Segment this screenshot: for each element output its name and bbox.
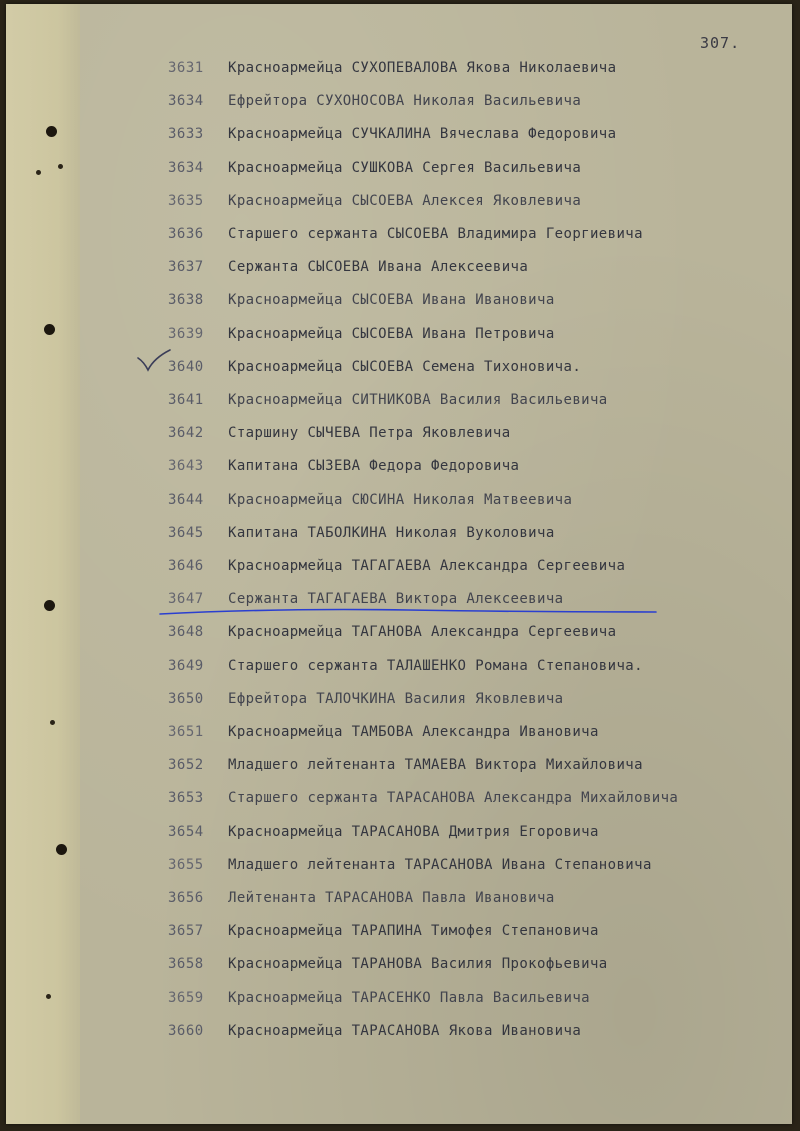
entry-number: 3634 <box>168 93 204 110</box>
list-item <box>6 716 792 748</box>
entry-text: Красноармейца СЫСОЕВА Ивана Петровича <box>228 325 555 342</box>
entry-text: Капитана ТАБОЛКИНА Николая Вуколовича <box>228 524 555 541</box>
entry-text: Старшего сержанта СЫСОЕВА Владимира Георгиевича <box>228 226 643 242</box>
entry-number: 3635 <box>168 192 204 209</box>
entry-text: Красноармейца СУЧКАЛИНА Вячеслава Федоровича <box>228 126 617 143</box>
list-item <box>6 185 792 217</box>
entry-text: Красноармейца ТАРАСАНОВА Дмитрия Егоровича <box>228 823 599 840</box>
entry-number: 3657 <box>168 923 204 940</box>
entry-text: Сержанта ТАГАГАЕВА Виктора Алексеевича <box>228 591 564 608</box>
entry-number: 3659 <box>168 989 204 1006</box>
entry-text: Красноармейца ТАРАНОВА Василия Прокофьевича <box>228 956 608 973</box>
check-mark-icon <box>136 348 172 374</box>
entry-number: 3633 <box>168 126 204 143</box>
entry-number: 3648 <box>168 624 204 641</box>
entry-number: 3649 <box>168 657 204 674</box>
list-item <box>6 318 792 350</box>
entry-text: Красноармейца ТАРАСЕНКО Павла Васильевича <box>228 989 590 1006</box>
entry-text: Красноармейца СЫСОЕВА Алексея Яковлевича <box>228 192 582 209</box>
list-item <box>6 284 792 316</box>
entry-number: 3640 <box>168 358 204 375</box>
entry-text: Капитана СЫЗЕВА Федора Федоровича <box>228 458 520 475</box>
list-item <box>6 1015 792 1047</box>
list-item <box>6 52 792 84</box>
list-item <box>6 882 792 914</box>
list-item <box>6 948 792 980</box>
entry-text: Красноармейца ТАГАНОВА Александра Сергеевича <box>228 624 617 641</box>
entry-number: 3634 <box>168 159 204 176</box>
entry-text: Ефрейтора СУХОНОСОВА Николая Васильевича <box>228 93 582 110</box>
entry-number: 3658 <box>168 956 204 973</box>
entry-number: 3636 <box>168 226 204 242</box>
entry-number: 3652 <box>168 757 204 774</box>
list-item <box>6 816 792 848</box>
entry-number: 3651 <box>168 724 204 740</box>
entry-text: Красноармейца СУХОПЕВАЛОВА Якова Николаевича <box>228 60 617 76</box>
list-item <box>6 517 792 549</box>
entry-text: Красноармейца ТАГАГАЕВА Александра Сергеевича <box>228 558 626 574</box>
entry-number: 3638 <box>168 292 204 309</box>
entry-text: Лейтенанта ТАРАСАНОВА Павла Ивановича <box>228 890 555 906</box>
entry-number: 3643 <box>168 458 204 475</box>
list-item <box>6 85 792 117</box>
list-item <box>6 251 792 283</box>
entry-number: 3645 <box>168 524 204 541</box>
list-item <box>6 218 792 250</box>
entry-text: Красноармейца СЫСОЕВА Семена Тихоновича. <box>228 358 582 375</box>
entry-text: Красноармейца СЫСОЕВА Ивана Ивановича <box>228 292 555 309</box>
entry-number: 3655 <box>168 856 204 873</box>
entry-number: 3654 <box>168 823 204 840</box>
entry-text: Старшину СЫЧЕВА Петра Яковлевича <box>228 425 511 442</box>
entry-number: 3656 <box>168 890 204 906</box>
entry-text: Красноармейца СЮСИНА Николая Матвеевича <box>228 491 573 508</box>
entry-number: 3647 <box>168 591 204 608</box>
entry-number: 3653 <box>168 790 204 807</box>
entry-number: 3637 <box>168 259 204 276</box>
entry-text: Красноармейца ТАРАСАНОВА Якова Ивановича <box>228 1022 582 1039</box>
entry-text: Старшего сержанта ТАРАСАНОВА Александра Михайловича <box>228 790 679 807</box>
entry-number: 3641 <box>168 392 204 408</box>
list-item <box>6 849 792 881</box>
entry-text: Младшего лейтенанта ТАРАСАНОВА Ивана Степановича <box>228 856 652 873</box>
entry-text: Красноармейца СИТНИКОВА Василия Васильевича <box>228 392 608 408</box>
entry-text: Красноармейца СУШКОВА Сергея Васильевича <box>228 159 582 176</box>
list-item <box>6 749 792 781</box>
list-item <box>6 351 792 383</box>
entry-number: 3642 <box>168 425 204 442</box>
list-item <box>6 484 792 516</box>
list-item <box>6 152 792 184</box>
list-item <box>6 782 792 814</box>
list-item <box>6 417 792 449</box>
list-item <box>6 450 792 482</box>
list-item <box>6 683 792 715</box>
list-item <box>6 384 792 416</box>
list-item <box>6 550 792 582</box>
list-item <box>6 650 792 682</box>
entry-text: Ефрейтора ТАЛОЧКИНА Василия Яковлевича <box>228 690 564 707</box>
entry-number: 3660 <box>168 1022 204 1039</box>
list-item <box>6 118 792 150</box>
list-item <box>6 616 792 648</box>
entry-number: 3639 <box>168 325 204 342</box>
document-page <box>6 4 792 1124</box>
list-item <box>6 982 792 1014</box>
entry-text: Красноармейца ТАРАПИНА Тимофея Степановича <box>228 923 599 940</box>
entry-number: 3650 <box>168 690 204 707</box>
list-item <box>6 915 792 947</box>
entry-text: Сержанта СЫСОЕВА Ивана Алексеевича <box>228 259 529 276</box>
entry-number: 3631 <box>168 60 204 76</box>
entry-text: Красноармейца ТАМБОВА Александра Ивановича <box>228 724 599 740</box>
pen-underline-mark <box>158 604 658 618</box>
page-number: 307. <box>700 34 741 52</box>
entry-text: Старшего сержанта ТАЛАШЕНКО Романа Степановича. <box>228 657 643 674</box>
entry-number: 3646 <box>168 558 204 574</box>
entry-number: 3644 <box>168 491 204 508</box>
entry-text: Младшего лейтенанта ТАМАЕВА Виктора Михайловича <box>228 757 643 774</box>
